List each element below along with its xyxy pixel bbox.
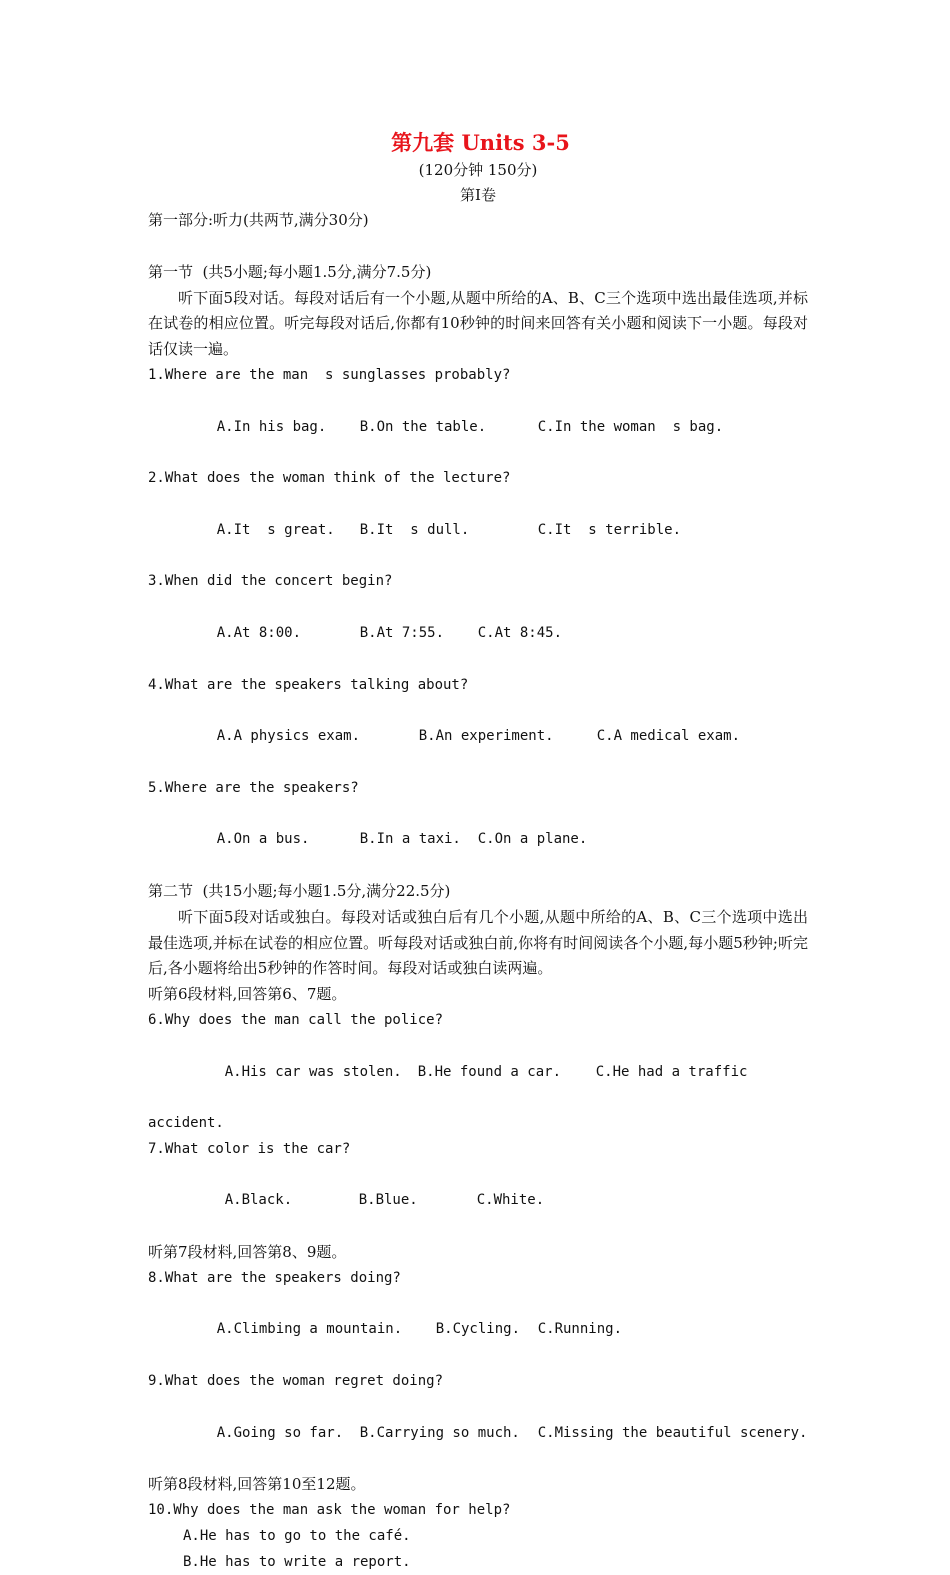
material-7-heading: 听第7段材料,回答第8、9题。 [148,1243,347,1262]
option-b: B.He has to write a report. [183,1553,411,1570]
question-1-options [148,389,808,466]
option-c: C.He had a traffic [595,1063,748,1080]
option-a: A.A physics exam. [216,728,361,745]
option-a: A.His car was stolen. [224,1063,402,1080]
option-a: A.At 8:00. [216,624,302,641]
option-b: B.It s dull. [359,521,470,538]
material-8-heading: 听第8段材料,回答第10至12题。 [148,1475,366,1494]
option-b: B.At 7:55. [359,624,445,641]
option-b: B.He found a car. [417,1063,562,1080]
option-c: C.White. [476,1192,545,1209]
question-6-options [148,1034,808,1111]
option-a: A.Climbing a mountain. [216,1321,403,1338]
section1-heading: 第一节 (共5小题;每小题1.5分,满分7.5分) [148,262,432,281]
question-9: 9.What does the woman regret doing? [148,1373,444,1390]
option-b: B.In a taxi. [359,831,461,848]
section1-instructions: 听下面5段对话。每段对话后有一个小题,从题中所给的A、B、C三个选项中选出最佳选项,并标在试卷的相应位置。听完每段对话后,你都有10秒钟的时间来回答有关小题和阅读下一小题。每段对话仅读一遍。 [148,288,808,359]
question-5-options [148,802,808,879]
option-a: A.It s great. [216,521,335,538]
question-7-options [148,1163,808,1240]
option-b: B.Blue. [358,1192,418,1209]
question-8-options [148,1292,808,1369]
question-4: 4.What are the speakers talking about? [148,676,469,693]
option-c: C.Running. [537,1321,623,1338]
time-score: (120分钟 150分) [418,161,538,179]
section2-heading: 第二节 (共15小题;每小题1.5分,满分22.5分) [148,881,451,900]
option-c: C.Missing the beautiful scenery. [537,1424,808,1441]
question-4-options [148,698,808,775]
question-6: 6.Why does the man call the police? [148,1011,444,1028]
option-c: C.A medical exam. [596,728,741,745]
option-a: A.Black. [224,1192,293,1209]
page-title: 第九套 Units 3-5 [391,130,570,155]
section2-instructions: 听下面5段对话或独白。每段对话或独白后有几个小题,从题中所给的A、B、C三个选项中选出最佳选项,并标在试卷的相应位置。听每段对话或独白前,你将有时间阅读各个小题,每小题5秒钟;听完后,各小题将给出5秒钟的作答时间。每段对话或独白读两遍。 [148,907,808,978]
option-c: C.On a plane. [477,831,588,848]
question-6-option-c-continued: accident. [148,1115,224,1132]
option-b: B.Cycling. [435,1321,521,1338]
option-a: A.He has to go to the café. [183,1527,411,1544]
option-a: A.In his bag. [216,418,327,435]
option-c: C.At 8:45. [477,624,563,641]
option-c: C.In the woman s bag. [537,418,724,435]
question-2: 2.What does the woman think of the lecture? [148,470,511,487]
option-c: C.It s terrible. [537,521,682,538]
question-3-options [148,595,808,672]
option-a: A.On a bus. [216,831,310,848]
question-5: 5.Where are the speakers? [148,779,359,796]
option-a: A.Going so far. [216,1424,344,1441]
question-7: 7.What color is the car? [148,1140,351,1157]
spacer [148,234,808,260]
part1-heading: 第一部分:听力(共两节,满分30分) [148,211,369,229]
volume-label: 第Ⅰ卷 [460,186,496,204]
exam-page [148,128,808,1575]
option-b: B.An experiment. [418,728,554,745]
question-8: 8.What are the speakers doing? [148,1269,401,1286]
question-2-options [148,492,808,569]
option-b: B.On the table. [359,418,487,435]
question-1: 1.Where are the man s sunglasses probably? [148,366,511,383]
option-b: B.Carrying so much. [359,1424,520,1441]
question-9-options [148,1395,808,1472]
material-6-heading: 听第6段材料,回答第6、7题。 [148,985,347,1004]
question-3: 3.When did the concert begin? [148,573,393,590]
question-10: 10.Why does the man ask the woman for help? [148,1502,511,1519]
